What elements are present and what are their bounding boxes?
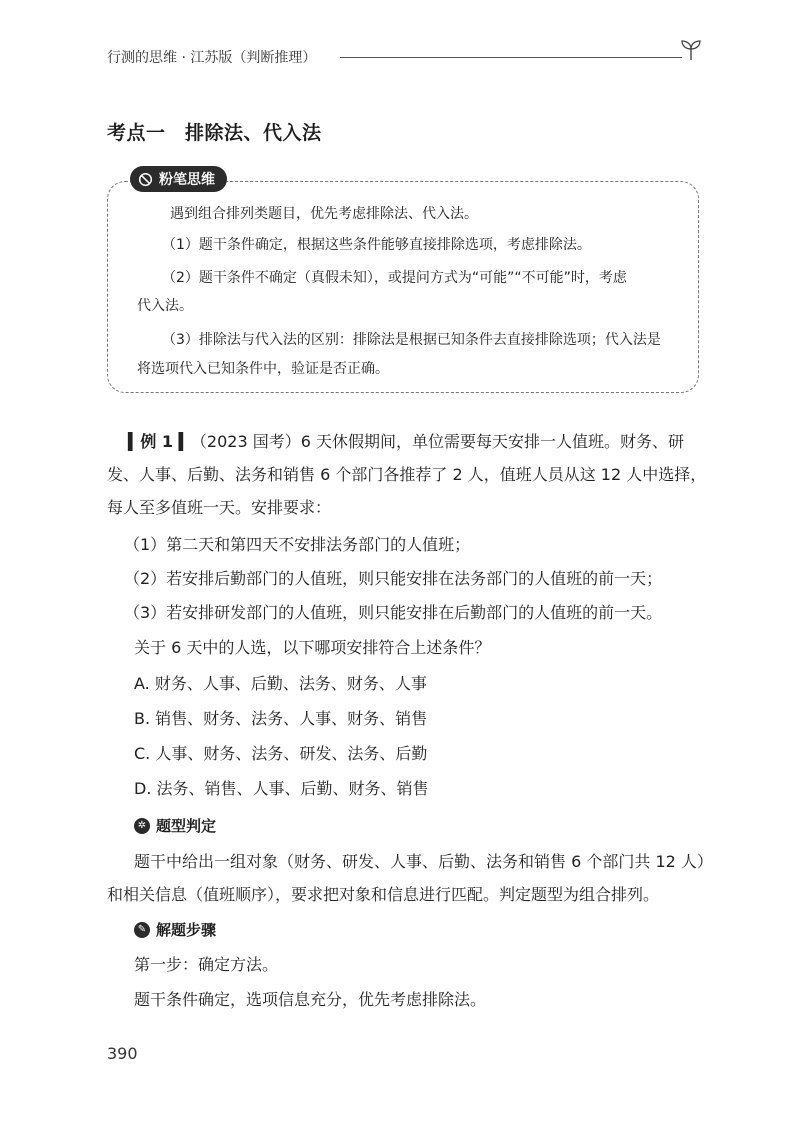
example-marker: ▍	[128, 432, 141, 451]
option-d: D. 法务、销售、人事、后勤、财务、销售	[134, 779, 429, 798]
pencil-icon: ✎	[134, 922, 150, 938]
judge-line: 题干中给出一组对象（财务、研发、人事、后勤、法务和销售 6 个部门共 12 人）	[134, 852, 713, 871]
step-line: 题干条件确定，选项信息充分，优先考虑排除法。	[134, 990, 487, 1009]
condition-line: （1）第二天和第四天不安排法务部门的人值班；	[124, 535, 471, 554]
example-intro-line: （2023 国考）6 天休假期间，单位需要每天安排一人值班。财务、研	[190, 432, 684, 451]
sprout-icon	[680, 36, 702, 62]
step-line: 第一步：确定方法。	[134, 955, 279, 974]
tip-badge-label: 粉笔思维	[159, 172, 215, 188]
condition-line: （3）若安排研发部门的人值班，则只能安排在后勤部门的人值班的前一天。	[124, 603, 663, 622]
prohibit-icon	[138, 172, 153, 187]
steps-heading-label: 解题步骤	[156, 921, 217, 939]
judge-line: 和相关信息（值班顺序），要求把对象和信息进行匹配。判定题型为组合排列。	[107, 885, 660, 904]
tip-line: 遇到组合排列类题目，优先考虑排除法、代入法。	[170, 206, 478, 222]
tip-line: （1）题干条件确定，根据这些条件能够直接排除选项，考虑排除法。	[162, 237, 591, 253]
condition-line: （2）若安排后勤部门的人值班，则只能安排在法务部门的人值班的前一天；	[124, 569, 663, 588]
steps-heading	[134, 919, 216, 940]
tip-badge	[130, 166, 227, 192]
tip-line: 将选项代入已知条件中，验证是否正确。	[137, 361, 389, 377]
running-header: 行测的思维 · 江苏版（判断推理）	[107, 50, 317, 66]
judge-heading-label: 题型判定	[156, 817, 217, 835]
example-marker: ▍	[173, 432, 191, 451]
example-intro-line: 每人至多值班一天。安排要求：	[107, 498, 332, 517]
question-text: 关于 6 天中的人选，以下哪项安排符合上述条件？	[134, 638, 491, 657]
option-b: B. 销售、财务、法务、人事、财务、销售	[134, 709, 428, 728]
section-title: 考点一 排除法、代入法	[107, 122, 322, 144]
header-rule	[340, 57, 682, 58]
example-first-line	[128, 431, 684, 453]
option-c: C. 人事、财务、法务、研发、法务、后勤	[134, 744, 428, 763]
tip-line: （3）排除法与代入法的区别：排除法是根据已知条件去直接排除选项；代入法是	[162, 332, 661, 348]
tip-line: 代入法。	[137, 298, 193, 314]
example-label: 例 1	[140, 432, 174, 451]
page-number: 390	[107, 1044, 138, 1063]
judge-heading	[134, 815, 216, 836]
tip-line: （2）题干条件不确定（真假未知），或提问方式为“可能”“不可能”时，考虑	[162, 270, 627, 286]
gear-icon: ✲	[134, 818, 150, 834]
option-a: A. 财务、人事、后勤、法务、财务、人事	[134, 674, 427, 693]
example-intro-line: 发、人事、后勤、法务和销售 6 个部门各推荐了 2 人，值班人员从这 12 人中选择，	[107, 465, 707, 484]
